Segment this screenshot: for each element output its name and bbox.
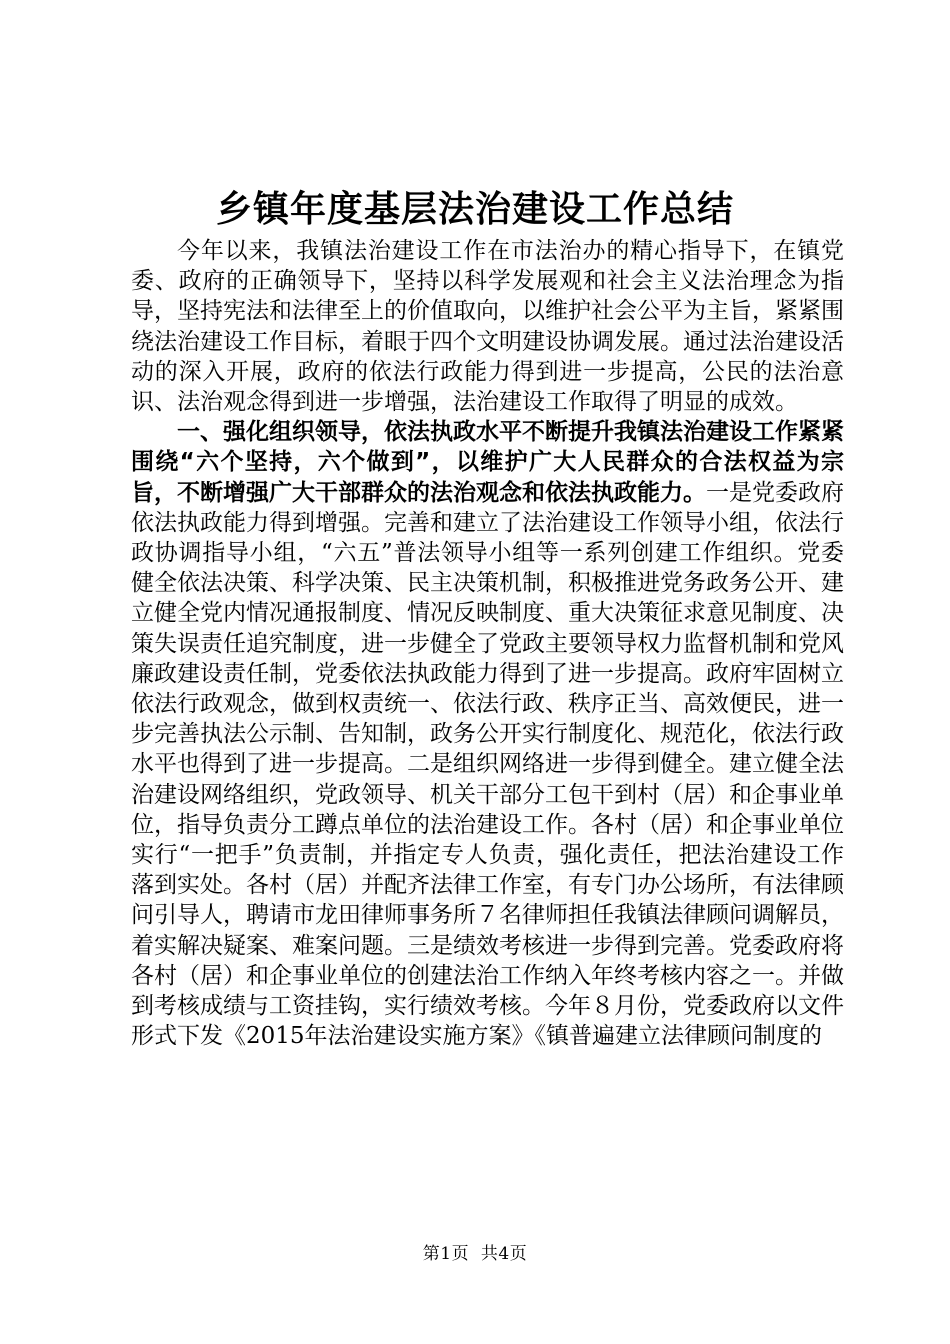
document-body (131, 236, 844, 1051)
section-one-paragraph (131, 417, 844, 1051)
page-footer (0, 1243, 950, 1265)
total-pages: 共4页 (480, 1244, 528, 1264)
page-number: 第1页 (422, 1244, 470, 1264)
section-one-text: 一是党委政府依法执政能力得到增强。完善和建立了法治建设工作领导小组，依法行政协调指导小组，“六五”普法领导小组等一系列创建工作组织。党委健全依法决策、科学决策、民主决策机制，积极推进党务政务公开、建立健全党内情况通报制度、情况反映制度、重大决策征求意见制度、决策失误责任追究制度，进一步健全了党政主要领导权力监督机制和党风廉政建设责任制，党委依法执政能力得到了进一步提高。政府牢固树立依法行政观念，做到权责统一、依法行政、秩序正当、高效便民，进一步完善执法公示制、告知制，政务公开实行制度化、规范化，依法行政水平也得到了进一步提高。二是组织网络进一步得到健全。建立健全法治建设网络组织，党政领导、机关干部分工包干到村（居）和企事业单位，指导负责分工蹲点单位的法治建设工作。各村（居）和企事业单位实行“一把手”负责制，并指定专人负责，强化责任，把法治建设工作落到实处。各村（居）并配齐法律工作室，有专门办公场所，有法律顾问引导人，聘请市龙田律师事务所７名律师担任我镇法律顾问调解员，着实解决疑案、难案问题。三是绩效考核进一步得到完善。党委政府将各村（居）和企事业单位的创建法治工作纳入年终考核内容之一。并做到考核成绩与工资挂钩，实行绩效考核。今年８月份，党委政府以文件形式下发《2015年法治建设实施方案》《镇普遍建立法律顾问制度的 (131, 479, 844, 1050)
footer-spacer (469, 1244, 481, 1264)
document-title: 乡镇年度基层法治建设工作总结 (215, 188, 734, 230)
section-one-heading: 一、强化组织领导，依法执政水平不断提升我镇法治建设工作紧紧围绕“六个坚持，六个做到”，以维护广大人民群众的合法权益为宗旨，不断增强广大干部群众的法治观念和依法执政能力。 (131, 419, 844, 506)
intro-paragraph: 今年以来，我镇法治建设工作在市法治办的精心指导下，在镇党委、政府的正确领导下，坚持以科学发展观和社会主义法治理念为指导，坚持宪法和法律至上的价值取向，以维护社会公平为主旨，紧紧围绕法治建设工作目标，着眼于四个文明建设协调发展。通过法治建设活动的深入开展，政府的依法行政能力得到进一步提高，公民的法治意识、法治观念得到进一步增强，法治建设工作取得了明显的成效。 (131, 238, 844, 416)
